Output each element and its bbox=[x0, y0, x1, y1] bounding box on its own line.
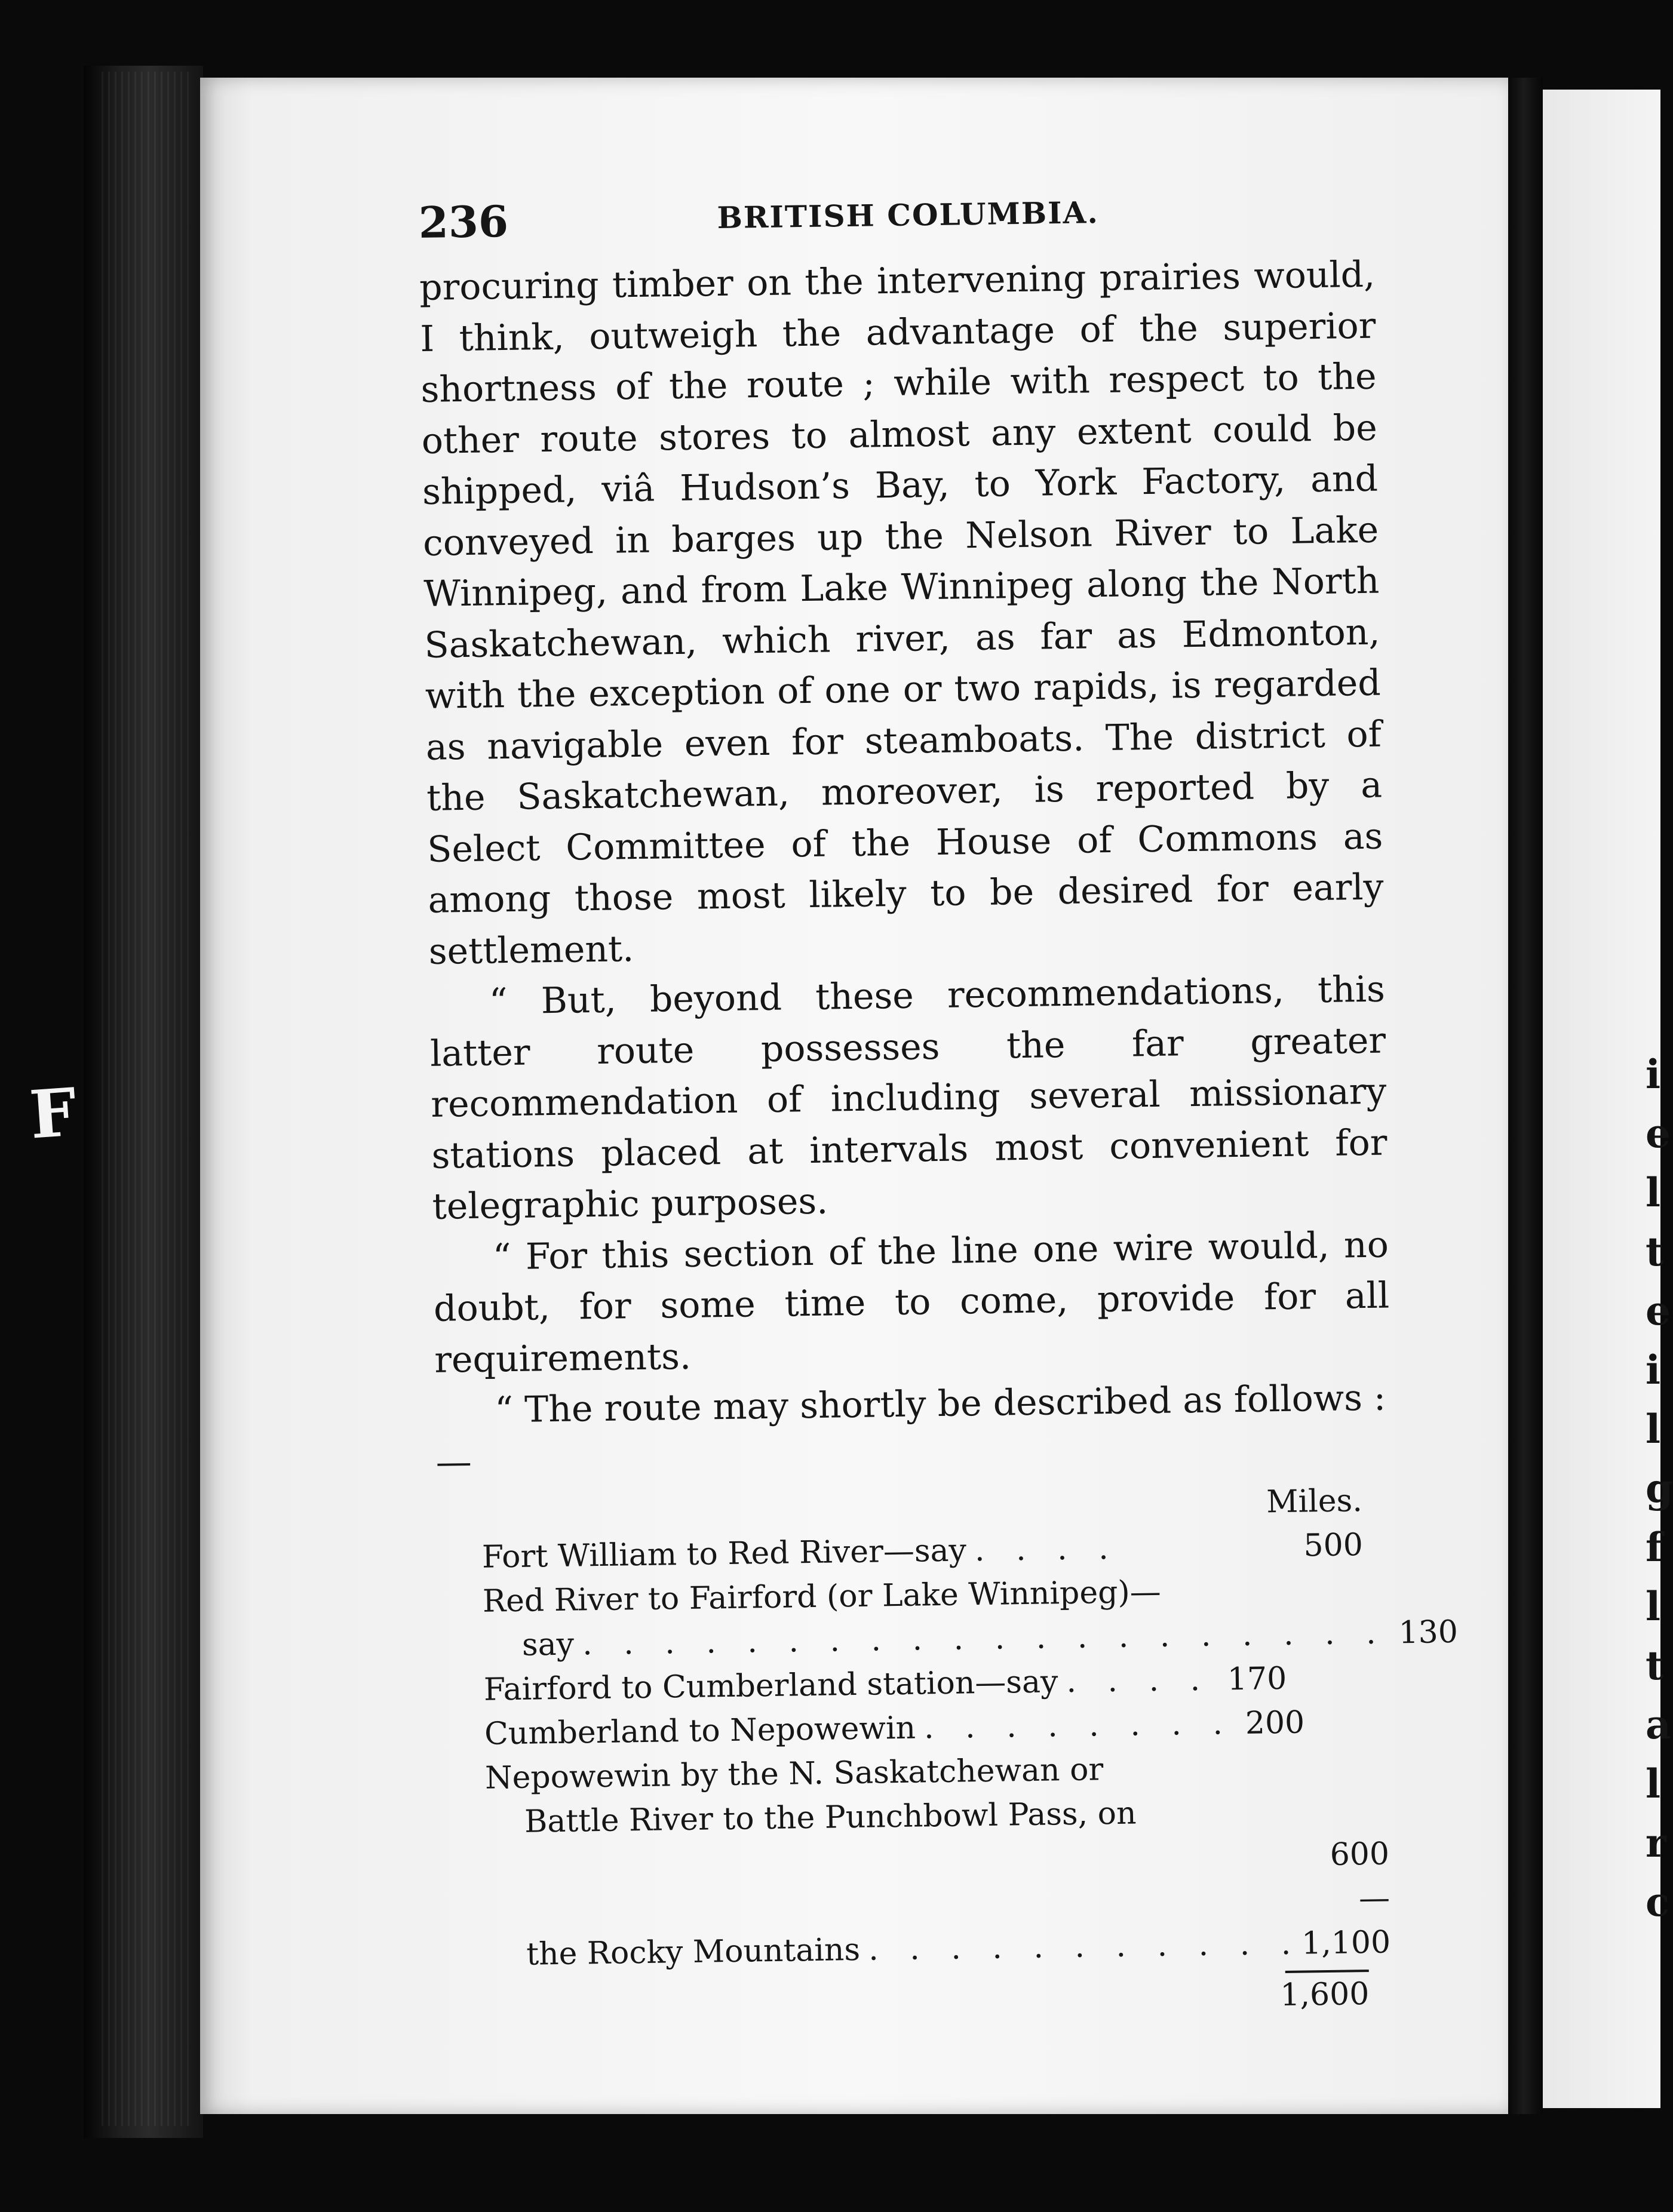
running-head: BRITISH COLUMBIA. bbox=[717, 195, 1100, 236]
page-gutter bbox=[1508, 78, 1543, 2114]
row-value: 170 bbox=[1227, 1660, 1287, 1698]
adjacent-letter: l bbox=[1646, 1169, 1661, 1216]
adjacent-letter: l bbox=[1646, 1761, 1661, 1807]
row-value: 500 bbox=[1303, 1527, 1364, 1564]
row-label: Red River to Fairford (or Lake Winnipeg)— bbox=[482, 1574, 1162, 1620]
row-label: say bbox=[521, 1626, 575, 1663]
row-value: 600—1,100 bbox=[1301, 1836, 1391, 1962]
row-label: Fairford to Cumberland station—say bbox=[483, 1664, 1058, 1708]
row-label: Fort William to Red River—say bbox=[481, 1532, 967, 1575]
leader-dots: . . . . . . . . . . . . . . . . . . . . bbox=[582, 1615, 1387, 1663]
table-row bbox=[441, 1832, 1391, 1978]
leader-dots: . . . . . . . . . . . bbox=[868, 1925, 1302, 1968]
leader-dots: . . . . . . . . bbox=[923, 1706, 1234, 1746]
adjacent-letter: e bbox=[1646, 1288, 1671, 1334]
adjacent-letter: t bbox=[1646, 1642, 1664, 1689]
page-content bbox=[418, 178, 1459, 2029]
table-total: 1,600 bbox=[1280, 1976, 1370, 2014]
paragraph-2: “ But, beyond these recommendations, this latter route possesses the far greater recommendation of including several missionary stations placed at intervals most convenient for telegraphic purposes. bbox=[429, 968, 1387, 1228]
leader-dots: . . . . bbox=[974, 1530, 1120, 1569]
adjacent-page-letters bbox=[1646, 1045, 1673, 1932]
binding-texture bbox=[102, 72, 191, 2126]
adjacent-letter: r bbox=[1646, 1820, 1666, 1866]
adjacent-letter: l bbox=[1646, 1583, 1661, 1630]
distance-table bbox=[436, 1479, 1459, 2029]
row-value: 200 bbox=[1245, 1704, 1305, 1741]
adjacent-letter: i bbox=[1646, 1051, 1661, 1098]
leader-dots: . . . . bbox=[1066, 1661, 1211, 1700]
row-label: Cumberland to Nepowewin bbox=[484, 1710, 916, 1752]
adjacent-letter: t bbox=[1646, 1228, 1664, 1275]
adjacent-letter: c bbox=[1646, 1879, 1670, 1925]
paragraph-3: “ For this section of the line one wire would, no doubt, for some time to come, provide for all requirements. bbox=[433, 1223, 1390, 1381]
adjacent-letter: e bbox=[1646, 1110, 1671, 1157]
adjacent-letter: i bbox=[1646, 1347, 1661, 1393]
adjacent-letter: g bbox=[1646, 1465, 1673, 1511]
adjacent-letter: f bbox=[1646, 1524, 1663, 1571]
adjacent-letter: l bbox=[1646, 1406, 1661, 1452]
table-header-miles: Miles. bbox=[1266, 1483, 1363, 1520]
paragraph-1: procuring timber on the intervening prairies would, I think, outweigh the advantage of the superior shortness of the route ; while with respect to the other route stores to almost any extent could be shipped, viâ Hudson’s Bay, to York Factory, and conveyed in barges up the Nelson River to Lake Winnipeg, and from Lake Winnipeg along the North Saskatchewan, which river, as far as Edmonton, with the exception of one or two rapids, is regarded as navigable even for steamboats. The district of the Saskatchewan, moreover, is reported by a Select Committee of the House of Commons as among those most likely to be desired for early settlement. bbox=[419, 253, 1384, 973]
margin-mark: F bbox=[27, 1073, 79, 1154]
adjacent-page bbox=[1543, 90, 1660, 2108]
row-label: Nepowewin by the N. Saskatchewan or bbox=[484, 1752, 1104, 1796]
row-value: 130 bbox=[1398, 1614, 1459, 1651]
adjacent-letter: a bbox=[1646, 1701, 1671, 1748]
page-number: 236 bbox=[418, 195, 509, 248]
row-label: Battle River to the Punchbowl Pass, on bbox=[524, 1795, 1137, 1840]
row-label: the Rocky Mountains bbox=[526, 1931, 861, 1973]
paragraph-4: “ The route may shortly be described as follows :— bbox=[435, 1377, 1386, 1483]
page-header bbox=[418, 178, 1375, 263]
